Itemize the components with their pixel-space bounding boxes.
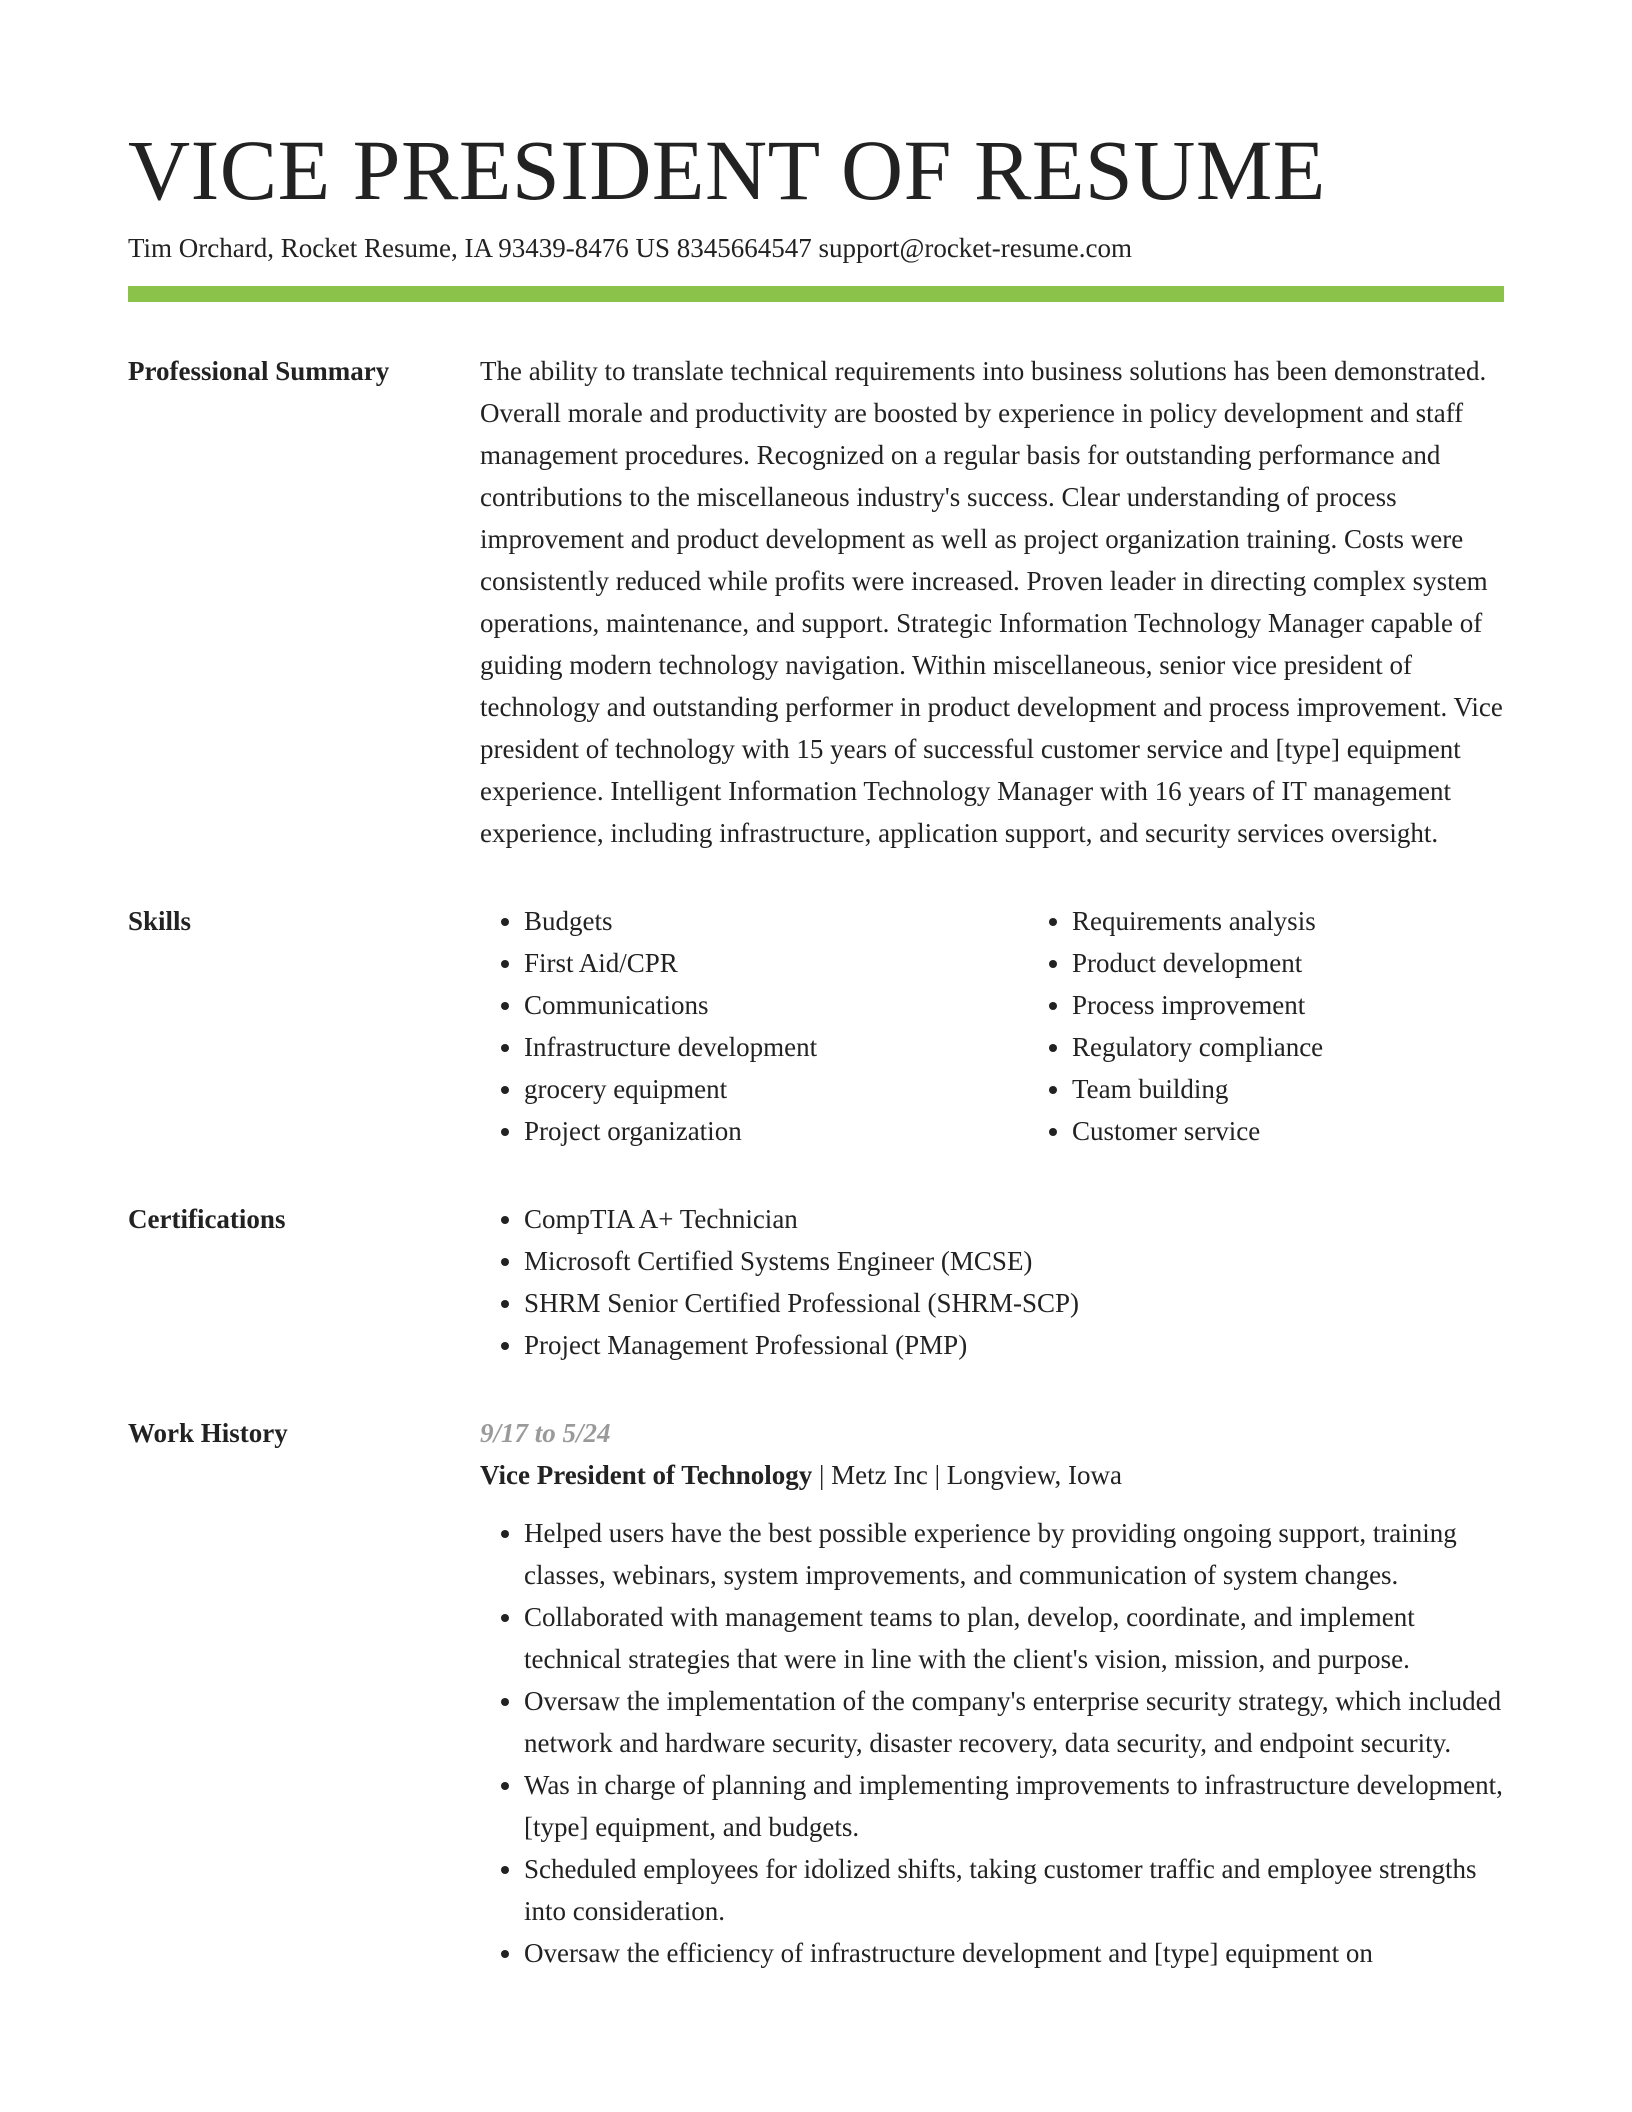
skill-item: • First Aid/CPR [524,942,984,984]
job-duty-item: • Was in charge of planning and implementing improvements to infrastructure development, [type] equipment, and budgets. [524,1764,1504,1848]
skill-item: • Communications [524,984,984,1026]
skill-item: • Project organization [524,1110,984,1152]
skill-item: • Requirements analysis [1072,900,1532,942]
job-heading-line [480,1454,1504,1496]
skill-item: • Team building [1072,1068,1532,1110]
skills-columns [480,900,1532,1152]
resume-title: VICE PRESIDENT OF RESUME [128,122,1326,218]
job-duty-item: • Oversaw the implementation of the company's enterprise security strategy, which included network and hardware security, disaster recovery, data security, and endpoint security. [524,1680,1504,1764]
skill-item: • Regulatory compliance [1072,1026,1532,1068]
skills-heading: Skills [128,906,192,936]
certification-item: • CompTIA A+ Technician [524,1198,1504,1240]
certifications-body [480,1198,1504,1366]
certification-item: • Microsoft Certified Systems Engineer (MCSE) [524,1240,1504,1282]
job-title: Vice President of Technology [480,1460,813,1490]
job-duty-item: • Scheduled employees for idolized shifts, taking customer traffic and employee strengths into consideration. [524,1848,1504,1932]
skill-item: • Process improvement [1072,984,1532,1026]
job-entry [480,1412,1504,1974]
job-company-location: | Metz Inc | Longview, Iowa [812,1460,1122,1490]
resume-content [128,350,1504,1974]
skill-item: • grocery equipment [524,1068,984,1110]
skills-list-left [480,900,984,1152]
certifications-list [480,1198,1504,1366]
summary-body [480,350,1504,854]
header-divider [128,286,1504,302]
skill-item: • Infrastructure development [524,1026,984,1068]
work-history-section [128,1412,1504,1974]
job-duties-list [480,1512,1504,1974]
skills-section [128,900,1504,1152]
skill-item: • Customer service [1072,1110,1532,1152]
certification-item: • SHRM Senior Certified Professional (SHRM-SCP) [524,1282,1504,1324]
summary-text: The ability to translate technical requirements into business solutions has been demonstrated. Overall morale and productivity are boosted by experience in policy development and staff management procedures. Recognized on a regular basis for outstanding performance and contributions to the miscellaneous industry's success. Clear understanding of process improvement and product development as well as project organization training. Costs were consistently reduced while profits were increased. Proven leader in directing complex system operations, maintenance, and support. Strategic Information Technology Manager capable of guiding modern technology navigation. Within miscellaneous, senior vice president of technology and outstanding performer in product development and process improvement. Vice president of technology with 15 years of successful customer service and [type] equipment experience. Intelligent Information Technology Manager with 16 years of IT management experience, including infrastructure, application support, and security services oversight. [480,356,1503,848]
job-duty-item: • Oversaw the efficiency of infrastructure development and [type] equipment on [524,1932,1504,1974]
skill-item: • Budgets [524,900,984,942]
certifications-section [128,1198,1504,1366]
certifications-heading: Certifications [128,1204,286,1234]
work-history-heading: Work History [128,1418,288,1448]
certification-item: • Project Management Professional (PMP) [524,1324,1504,1366]
job-duty-item: • Collaborated with management teams to plan, develop, coordinate, and implement technical strategies that were in line with the client's vision, mission, and purpose. [524,1596,1504,1680]
job-duty-item: • Helped users have the best possible experience by providing ongoing support, training classes, webinars, system improvements, and communication of system changes. [524,1512,1504,1596]
skills-list-right [1028,900,1532,1152]
skill-item: • Product development [1072,942,1532,984]
summary-heading: Professional Summary [128,356,390,386]
contact-info: Tim Orchard, Rocket Resume, IA 93439-8476 US 8345664547 support@rocket-resume.com [128,233,1132,263]
job-dates: 9/17 to 5/24 [480,1418,611,1448]
summary-section [128,350,1504,854]
